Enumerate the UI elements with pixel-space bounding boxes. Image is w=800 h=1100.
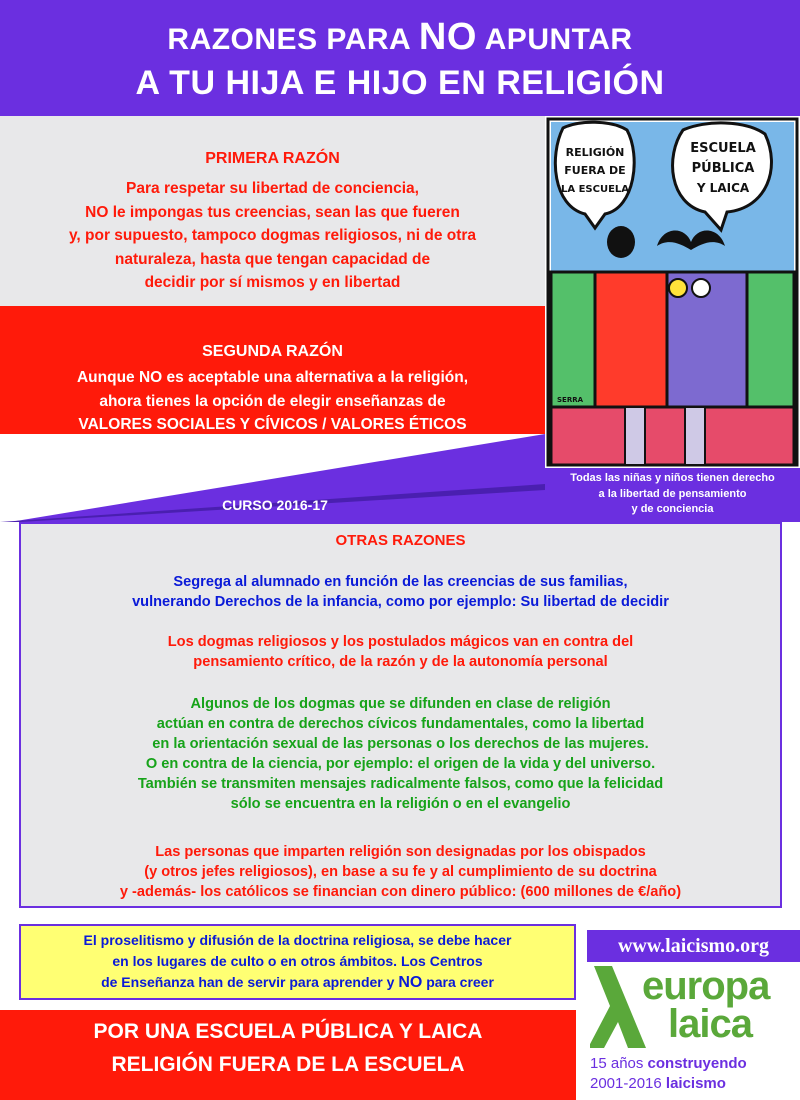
paragraph-line: vulnerando Derechos de la infancia, como por ejemplo: Su libertad de decidir	[132, 594, 669, 610]
segunda-razon-line: Aunque NO es aceptable una alternativa a la religión,	[76, 369, 469, 386]
tagline-emphasis: construyendo	[647, 1055, 747, 1072]
cartoon-drawing	[545, 116, 800, 468]
segunda-razon-title: SEGUNDA RAZÓN	[202, 343, 343, 360]
footer-slogan-banner	[0, 1010, 576, 1100]
headline-line-2: A TU HIJA E HIJO EN RELIGIÓN	[135, 64, 665, 102]
tagline-emphasis: laicismo	[665, 1075, 726, 1092]
paragraph-line: Las personas que imparten religión son designadas por los obispados	[155, 844, 646, 860]
segunda-razon-line: VALORES SOCIALES Y CÍVICOS / VALORES ÉTICOS	[78, 416, 467, 433]
headline-part: RAZONES PARA	[167, 23, 419, 56]
headline-emphasis: NO	[418, 16, 477, 58]
bubble-right-line: PÚBLICA	[691, 161, 755, 176]
footer-slogan-line-1: POR UNA ESCUELA PÚBLICA Y LAICA	[93, 1020, 483, 1043]
proselitismo-box	[19, 924, 576, 1000]
proselitismo-line	[21, 972, 574, 993]
artist-signature: SERRA	[557, 396, 584, 404]
bubble-left-line: RELIGIÓN	[565, 146, 625, 159]
lambda-icon	[590, 962, 650, 1052]
otras-paragraph-2	[21, 632, 780, 672]
logo-word-laica: laica	[668, 1002, 752, 1046]
otras-razones-box	[19, 522, 782, 908]
proselitismo-line: El proselitismo y difusión de la doctrina religiosa, se debe hacer	[83, 932, 512, 948]
primera-razon-title: PRIMERA RAZÓN	[205, 150, 340, 167]
paragraph-line: Segrega al alumnado en función de las creencias de sus familias,	[173, 574, 628, 590]
header-banner	[0, 0, 800, 116]
caption-line: a la libertad de pensamiento	[598, 487, 747, 500]
bubble-right-line: Y LAICA	[696, 181, 750, 195]
cartoon-caption	[545, 468, 800, 522]
proselitismo-part: para creer	[422, 974, 494, 990]
segunda-razon-body	[0, 366, 545, 437]
primera-razon-line: naturaleza, hasta que tengan capacidad de	[114, 250, 431, 268]
paragraph-line: Los dogmas religiosos y los postulados mágicos van en contra del	[167, 634, 634, 650]
headline-part: APUNTAR	[476, 23, 633, 56]
caption-line: Todas las niñas y niños tienen derecho	[570, 472, 775, 484]
primera-razon-line: y, por supuesto, tampoco dogmas religiosos, ni de otra	[68, 227, 477, 244]
primera-razon-body	[0, 177, 545, 295]
europa-laica-logo	[584, 962, 800, 1100]
paragraph-line: También se transmiten mensajes radicalmente falsos, como que la felicidad	[137, 776, 664, 792]
bubble-left-line: LA ESCUELA	[560, 184, 630, 195]
paragraph-line: pensamiento crítico, de la razón y de la autonomía personal	[193, 654, 608, 670]
logo-word-europa: europa	[642, 964, 770, 1008]
curso-label: CURSO 2016-17	[222, 497, 328, 513]
otras-paragraph-4	[21, 842, 780, 902]
paragraph-line: (y otros jefes religiosos), en base a su fe y al cumplimiento de su doctrina	[144, 864, 657, 880]
primera-razon-line: Para respetar su libertad de conciencia,	[126, 180, 419, 197]
logo-tagline-1	[590, 1055, 747, 1072]
caption-line: y de conciencia	[631, 503, 714, 515]
paragraph-line: actúan en contra de derechos cívicos fundamentales, como la libertad	[156, 716, 645, 732]
logo-tagline-2	[590, 1075, 726, 1092]
paragraph-line: y -además- los católicos se financian con dinero público: (600 millones de €/año)	[119, 884, 682, 900]
primera-razon-line: decidir por sí mismos y en libertad	[144, 274, 401, 291]
paragraph-line: sólo se encuentra en la religión o en el evangelio	[230, 796, 571, 812]
tagline-part: 15 años	[590, 1055, 648, 1072]
paragraph-line: Algunos de los dogmas que se difunden en clase de religión	[190, 696, 611, 712]
proselitismo-part: de Enseñanza han de servir para aprender y	[101, 974, 399, 990]
bubble-left-line: FUERA DE	[564, 164, 626, 177]
proselitismo-emphasis: NO	[398, 974, 423, 991]
paragraph-line: O en contra de la ciencia, por ejemplo: el origen de la vida y del universo.	[145, 756, 656, 772]
headline-line-1	[0, 16, 800, 59]
segunda-razon-line: ahora tienes la opción de elegir enseñanzas de	[99, 392, 446, 410]
paragraph-line: en la orientación sexual de las personas o los derechos de las mujeres.	[152, 736, 649, 752]
primera-razon-line: NO le impongas tus creencias, sean las que fueren	[85, 203, 460, 221]
website-link[interactable]: www.laicismo.org	[587, 930, 800, 962]
bubble-right-line: ESCUELA	[690, 141, 756, 156]
footer-slogan-line-2: RELIGIÓN FUERA DE LA ESCUELA	[111, 1053, 465, 1076]
cartoon-illustration	[545, 116, 800, 468]
tagline-part: 2001-2016	[590, 1075, 666, 1092]
otras-paragraph-3	[21, 694, 780, 814]
otras-paragraph-1	[21, 572, 780, 612]
proselitismo-line: en los lugares de culto o en otros ámbitos. Los Centros	[112, 953, 483, 969]
otras-razones-title: OTRAS RAZONES	[335, 532, 466, 549]
